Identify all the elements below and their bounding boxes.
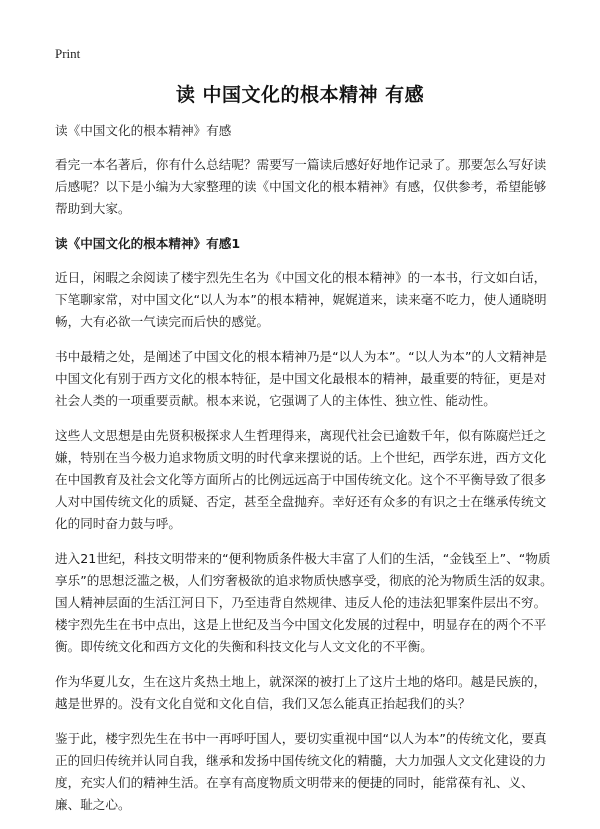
body-paragraph-3: 这些人文思想是由先贤积极探求人生哲理得来，离现代社会已逾数千年，似有陈腐烂迁之嫌，特别在当今极力追求物质文明的时代拿来摆说的话。上个世纪，西学东进，西方文化在中国教育及社会文化等方面所占的比例远远高于中国传统文化。这个不平衡导致了很多人对中国传统文化的质疑、否定，甚至全盘抛弃。幸好还有众多的有识之士在继承传统文化的同时奋力鼓与呼。	[55, 428, 547, 531]
article-subtitle: 读《中国文化的根本精神》有感	[55, 123, 232, 138]
body-paragraph-6: 鉴于此，楼宇烈先生在书中一再呼吁国人，要切实重视中国“以人为本”的传统文化，要真正的回归传统并认同自我，继承和发扬中国传统文化的精髓，大力加强人文文化建设的力度，充实人们的精神生活。在享有高度物质文明带来的便捷的同时，能常葆有礼、义、廉、耻之心。	[55, 731, 547, 812]
body-paragraph-1: 近日，闲暇之余阅读了楼宇烈先生名为《中国文化的根本精神》的一本书，行文如白话，下笔聊家常，对中国文化“以人为本”的根本精神，娓娓道来，读来毫不吃力，使人通晓明畅，大有必欲一气读完而后快的感觉。	[55, 270, 547, 329]
page-title: 读 中国文化的根本精神 有感	[175, 84, 425, 106]
body-paragraph-5: 作为华夏儿女，生在这片炙热土地上，就深深的被打上了这片土地的烙印。越是民族的，越是世界的。没有文化自觉和文化自信，我们又怎么能真正抬起我们的头？	[55, 674, 547, 711]
body-paragraph-4: 进入21世纪，科技文明带来的“便利物质条件极大丰富了人们的生活，“金钱至上”、“物质享乐”的思想泛滥之极，人们穷奢极欲的追求物质快感享受，彻底的沦为物质生活的奴隶。国人精神层面的生活江河日下，乃至违背自然规律、违反人伦的违法犯罪案件层出不穷。楼宇烈先生在书中点出，这是上世纪及当今中国文化发展的过程中，明显存在的两个不平衡。即传统文化和西方文化的失衡和科技文化与人文文化的不平衡。	[55, 551, 553, 654]
section-heading: 读《中国文化的根本精神》有感1	[55, 236, 241, 251]
body-paragraph-2: 书中最精之处，是阐述了中国文化的根本精神乃是“以人为本”。“以人为本”的人文精神是中国文化有别于西方文化的根本特征，是中国文化最根本的精神，最重要的特征，更是对社会人类的一项重要贡献。根本来说，它强调了人的主体性、独立性、能动性。	[55, 349, 548, 408]
print-link[interactable]: Print	[55, 46, 81, 61]
article-body	[55, 120, 555, 829]
intro-paragraph: 看完一本名著后，你有什么总结呢？需要写一篇读后感好好地作记录了。那要怎么写好读后感呢？以下是小编为大家整理的读《中国文化的根本精神》有感，仅供参考，希望能够帮助到大家。	[55, 157, 547, 216]
